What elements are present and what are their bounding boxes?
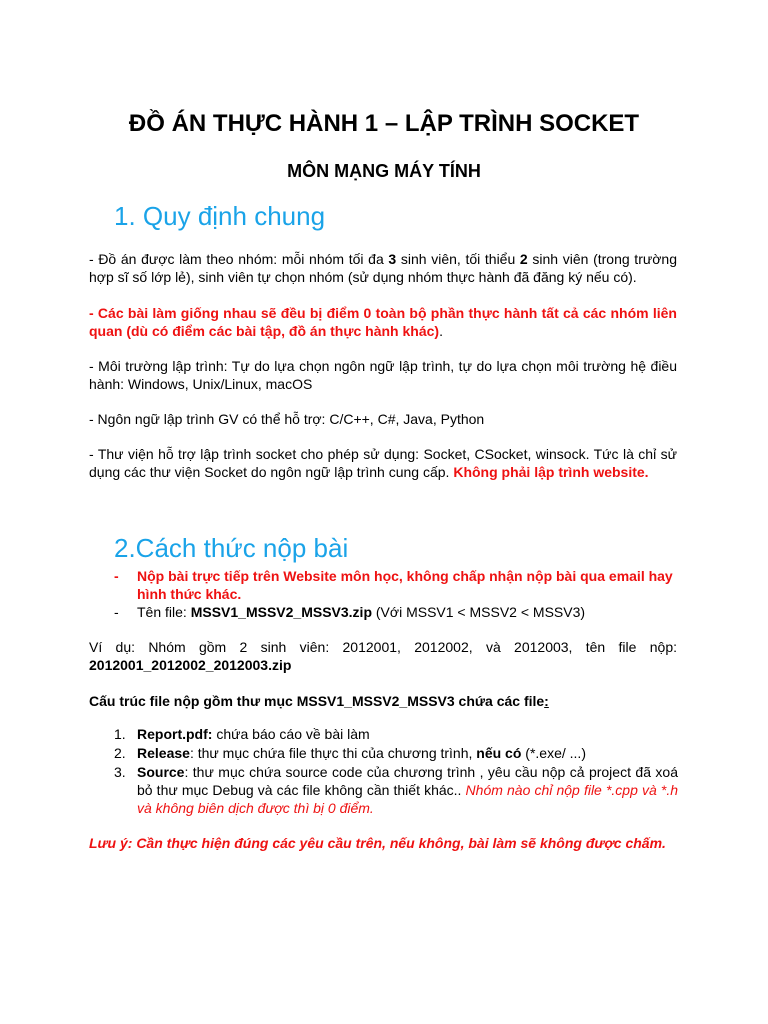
item-number: 3. [114,764,126,780]
item-text [137,744,677,762]
submission-method-text: Nộp bài trực tiếp trên Website môn học, không chấp nhận nộp bài qua email hay hình thức khác. [137,568,673,602]
plagiarism-warning-paragraph [89,304,677,340]
final-note [89,834,677,852]
library-paragraph [89,445,677,481]
group-rule-text-2: sinh viên, tối thiểu [396,251,520,267]
item-description: chứa báo cáo về bài làm [212,726,370,742]
group-rule-text-1: - Đồ án được làm theo nhóm: mỗi nhóm tối đa [89,251,389,267]
plagiarism-warning-text: - Các bài làm giống nhau sẽ đều bị điểm 0 toàn bộ phần thực hành tất cả các nhóm liên quan (dù có điểm các bài tập, đồ án thực hành khác) [89,305,677,339]
item-description: : thư mục chứa source code của chương trình , yêu cầu nộp cả project đã xoá bỏ thư mục Debug và các file không cần thiết khác.. [137,764,678,798]
item-optional-flag: nếu có [476,745,522,761]
plagiarism-warning-end: . [439,323,443,339]
final-note-text: Lưu ý: Cần thực hiện đúng các yêu cầu trên, nếu không, bài làm sẽ không được chấm. [89,835,666,851]
document-subtitle: MÔN MẠNG MÁY TÍNH [287,161,481,181]
document-title: ĐỒ ÁN THỰC HÀNH 1 – LẬP TRÌNH SOCKET [128,110,640,137]
item-text [137,725,677,743]
file-name-label: Tên file: [137,604,191,620]
file-name-note: (Với MSSV1 < MSSV2 < MSSV3) [372,604,586,620]
item-file-name: Report.pdf: [137,726,213,742]
library-text: - Thư viện hỗ trợ lập trình socket cho phép sử dụng: Socket, CSocket, winsock. Tức là chỉ sử dụng các thư viện Socket do ngôn ngữ lập trình cung cấp. [89,446,677,480]
item-folder-name: Source [137,764,185,780]
example-line-2 [89,656,677,674]
group-min-value: 2 [519,251,528,267]
environment-paragraph: - Môi trường lập trình: Tự do lựa chọn ngôn ngữ lập trình, tự do lựa chọn môi trường hệ điều hành: Windows, Unix/Linux, macOS [89,358,677,392]
example-file-name: 2012001_2012002_2012003.zip [89,657,292,673]
item-extension-note: (*.exe/ ...) [521,745,586,761]
section-2-heading: 2.Cách thức nộp bài [114,533,349,563]
file-name-line [137,603,677,621]
section-1-heading: 1. Quy định chung [114,201,326,231]
item-text [137,763,678,817]
no-website-warning: Không phải lập trình website. [453,464,649,480]
structure-text: Cấu trúc file nộp gồm thư mục MSSV1_MSSV2_MSSV3 chứa các file [89,693,545,709]
dash-bullet: - [114,604,119,620]
item-description: : thư mục chứa file thực thi của chương trình, [189,745,477,761]
group-max-value: 3 [388,251,397,267]
structure-colon: : [544,693,549,709]
structure-heading [89,692,677,710]
item-number: 1. [114,726,126,742]
dash-bullet: - [114,568,119,584]
item-number: 2. [114,745,126,761]
languages-paragraph: - Ngôn ngữ lập trình GV có thể hỗ trợ: C/C++, C#, Java, Python [89,411,485,427]
item-folder-name: Release [137,745,190,761]
example-line-1: Ví dụ: Nhóm gồm 2 sinh viên: 2012001, 2012002, và 2012003, tên file nộp: [89,639,677,655]
file-name-format: MSSV1_MSSV2_MSSV3.zip [190,604,372,620]
item-warning: Nhóm nào chỉ nộp file *.cpp và *.h và không biên dịch được thì bị 0 điểm. [137,782,678,816]
group-rule-paragraph [89,250,677,286]
group-rule-text-3: sinh viên (trong trường hợp sĩ số lớp lẻ), sinh viên tự chọn nhóm (sử dụng nhóm thực hành đã đăng ký nếu có). [89,251,677,285]
